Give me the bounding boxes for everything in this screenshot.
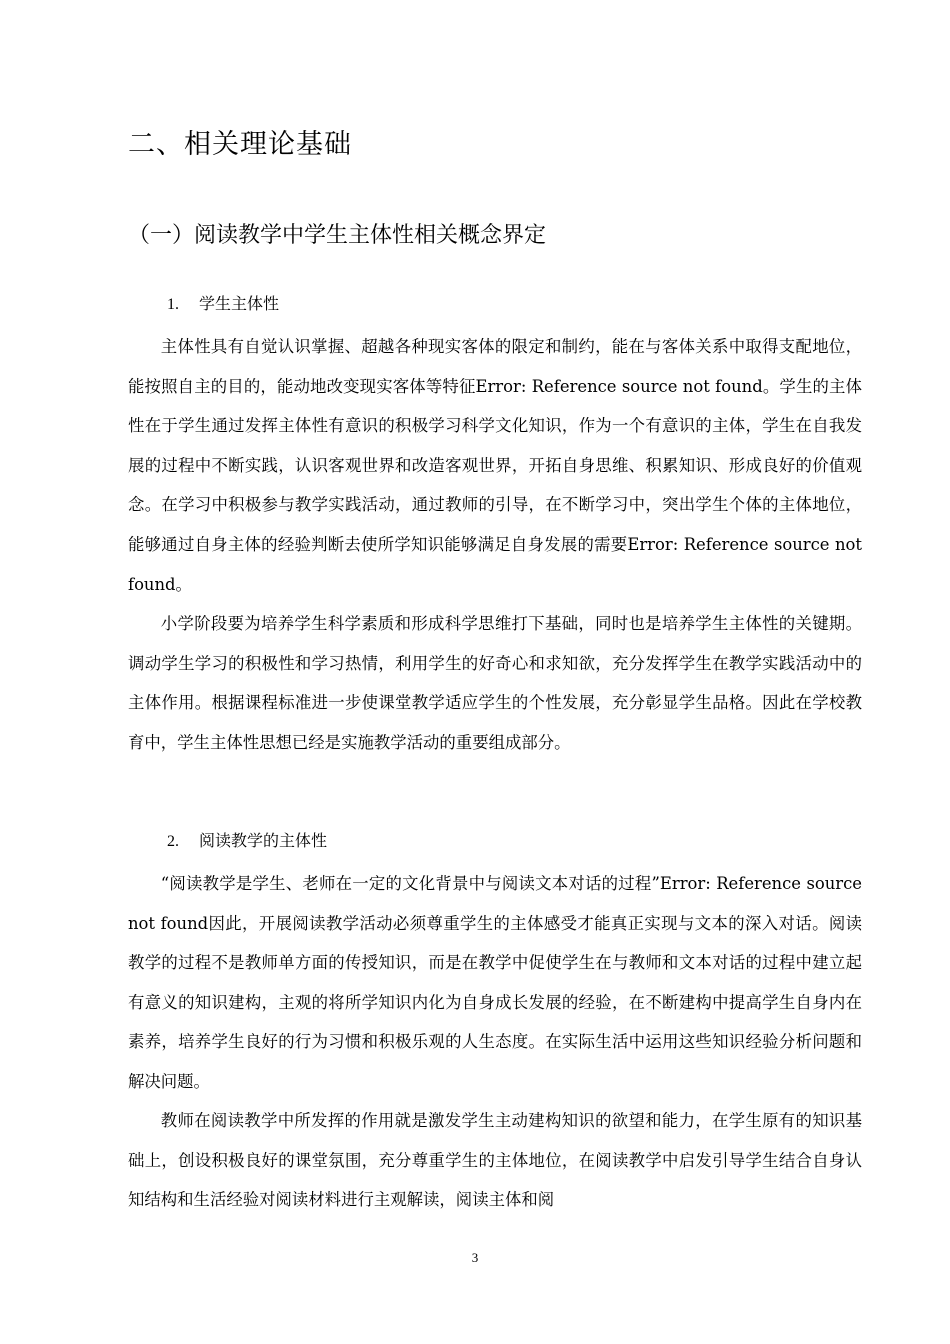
item-heading-1 [167,291,279,314]
subsection-title: （一）阅读教学中学生主体性相关概念界定 [128,223,547,248]
body-paragraph: “阅读教学是学生、老师在一定的文化背景中与阅读文本对话的过程”Error: Reference source not found因此，开展阅读教学活动必须尊重学生的主体感受才能真正实现与文本的深入对话。阅读教学的过程不是教师单方面的传授知识，而是在教学中促使学生在与教师和文本对话的过程中建立起有意义的知识建构，主观的将所学知识内化为自身成长发展的经验，在不断建构中提高学生自身内在素养，培养学生良好的行为习惯和积极乐观的人生态度。在实际生活中运用这些知识经验分析问题和解决问题。 [128,874,862,1091]
body-paragraph: 教师在阅读教学中所发挥的作用就是激发学生主动建构知识的欲望和能力，在学生原有的知识基础上，创设积极良好的课堂氛围，充分尊重学生的主体地位，在阅读教学中启发引导学生结合自身认知结构和生活经验对阅读材料进行主观解读，阅读主体和阅 [128,1111,862,1210]
item-title: 学生主体性 [199,294,280,313]
section-title: 二、相关理论基础 [128,129,352,160]
item-number: 2. [167,833,179,850]
item-number: 1. [167,296,179,313]
body-paragraph: 小学阶段要为培养学生科学素质和形成科学思维打下基础，同时也是培养学生主体性的关键期。调动学生学习的积极性和学习热情，利用学生的好奇心和求知欲，充分发挥学生在教学实践活动中的主体作用。根据课程标准进一步使课堂教学适应学生的个性发展，充分彰显学生品格。因此在学校教育中，学生主体性思想已经是实施教学活动的重要组成部分。 [128,614,862,752]
body-paragraph: 主体性具有自觉认识掌握、超越各种现实客体的限定和制约，能在与客体关系中取得支配地位，能按照自主的目的，能动地改变现实客体等特征Error: Reference source not found。学生的主体性在于学生通过发挥主体性有意识的积极学习科学文化知识，作为一个有意识的主体，学生在自我发展的过程中不断实践，认识客观世界和改造客观世界，开拓自身思维、积累知识、形成良好的价值观念。在学习中积极参与教学实践活动，通过教师的引导，在不断学习中，突出学生个体的主体地位，能够通过自身主体的经验判断去使所学知识能够满足自身发展的需要Error: Reference source not found。 [128,337,862,594]
item-heading-2 [167,828,327,851]
item-title: 阅读教学的主体性 [199,831,328,850]
page-number: 3 [471,1250,479,1265]
